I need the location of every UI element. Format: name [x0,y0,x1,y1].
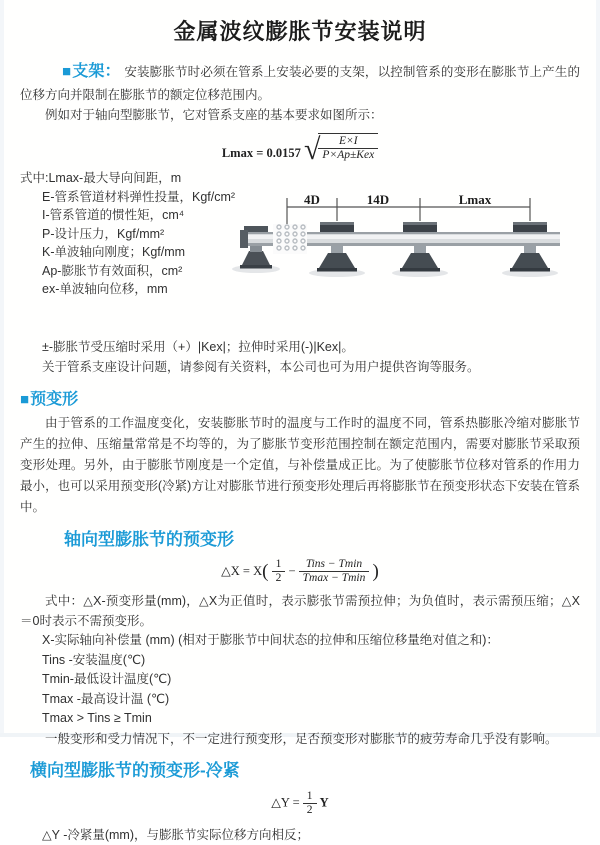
half-numerator: 1 [272,558,286,572]
support-pedestal [510,246,550,272]
definition-line: E-管系管道材料弹性投量，Kgf/cm² [42,189,236,204]
axial-formula [20,557,580,587]
dimension-lines [287,198,530,224]
support-pedestal [400,246,440,272]
predeform-heading-label: 预变形 [30,391,79,408]
page-title: 金属波纹膨胀节安装说明 [173,19,427,44]
radical-sign-icon: √ [303,133,321,166]
lmax-formula-lhs: Lmax = 0.0157 [221,146,301,160]
section-marker-icon: ■ [62,63,72,81]
transverse-formula [20,790,580,817]
one-half-fraction [272,558,286,585]
definition-line: ex-单波轴向位移，mm [42,282,168,296]
sqrt-radical-group [303,133,378,166]
close-paren: ) [372,560,379,582]
pipe-support-diagram [240,193,592,293]
dy-denominator: 2 [306,804,313,817]
dy-formula-pre: △Y = [271,795,300,810]
lmax-fraction-numerator: E×I [318,135,378,149]
support-example-line: 例如对于轴向型膨胀节，它对管系支座的基本要求如图所示： [45,107,383,122]
predeform-paragraph: 由于管系的工作温度变化，安装膨胀节时的温度与工作时的温度不同，管系热膨胀冷缩对膨胀节产生的拉伸、压缩量常常是不均等的，为了膨胀节变形范围控制在额定范围内，需要对膨胀节采取预变形处理。另外，由于膨胀节刚度是一个定值，与补偿量成正比。为了使膨胀节位移对管系的作用力最小，也可以采用预变形(冷紧)方让对膨胀节进行预变形处理后再将膨胀节在预变形状态下安装在管系中。 [20,415,580,514]
dy-formula-post: Y [319,795,329,810]
pipe-clamp [513,222,547,232]
lmax-fraction-denominator: P×Ap±Kex [322,149,375,161]
temp-fraction-denominator: Tmax − Tmin [302,572,366,585]
plus-minus-note: ±-膨胀节受压缩时采用（+）|Kex|；拉伸时采用(-)|Kex|。 [42,340,354,354]
axial-item: Tmax -最高设计温 (℃) [42,691,170,706]
support-pedestal [317,246,357,272]
support-intro-text: 安装膨胀节时必须在管系上安装必要的支架，以控制管系的变形在膨胀节上产生的位移方向并限制在膨胀节的额定位移范围内。 [20,65,580,102]
transverse-item: △Y -冷紧量(mm)，与膨胀节实际位移方向相反； [42,828,310,843]
half-denominator: 2 [275,572,282,585]
dy-one-half-fraction [303,790,317,817]
axial-item: Tins -安装温度(℃) [42,652,146,667]
open-paren: ( [262,560,269,582]
dimension-label-4d: 4D [304,192,320,207]
axial-subsection-heading: 轴向型膨胀节的预变形 [64,529,234,549]
definition-line: Ap-膨胀节有效面积，cm² [42,263,183,278]
definition-line: K-单波轴向刚度；Kgf/mm [42,245,186,259]
pipe-clamp [320,222,354,232]
definitions-and-diagram [20,169,580,337]
definition-line: 式中:Lmax-最大导向间距，m [20,171,182,185]
support-section-heading [62,63,121,80]
axial-item: Tmax > Tins ≥ Tmin [42,711,152,726]
definition-line: I-管系管道的惯性矩，cm⁴ [42,208,185,222]
lmax-fraction [318,133,378,162]
predeform-section-heading [20,387,580,413]
axial-note-line: 一般变形和受力情况下，不一定进行预变形，足否预变形对膨胀节的疲劳寿命几乎没有影响。 [45,731,558,746]
axial-formula-pre: △X = X [221,563,263,578]
dy-numerator: 1 [303,790,317,804]
transverse-subsection-heading: 横向型膨胀节的预变形-冷紧 [30,760,240,780]
axial-item: Tmin-最低设计温度(℃) [42,672,172,687]
pipe-clamp [403,222,437,232]
support-closing-note: 关于管系支座设计问题，请参阅有关资料，本公司也可为用户提供咨询等服务。 [42,360,480,374]
predeform-section [20,387,580,518]
support-heading-label: 支架： [72,63,121,81]
lmax-formula [20,133,580,166]
temp-fraction-numerator: Tins − Tmin [299,558,370,572]
axial-item: X-实际轴向补偿量 (mm) (相对于膨胀节中间状态的拉伸和压缩位移量绝对值之和)： [42,633,499,648]
section-marker-icon: ■ [20,391,30,408]
dimension-label-14d: 14D [366,192,390,207]
support-paragraph [20,59,580,105]
temperature-fraction [299,558,370,585]
definition-line: P-设计压力，Kgf/mm² [42,226,165,241]
axial-where-paragraph: 式中：△X-预变形量(mm)，△X为正值时，表示膨张节需预拉伸；为负值时，表示需预压缩；△X＝0时表示不需预变形。 [20,594,580,629]
minus-sign: − [288,563,296,578]
dimension-label-lmax: Lmax [458,192,492,207]
